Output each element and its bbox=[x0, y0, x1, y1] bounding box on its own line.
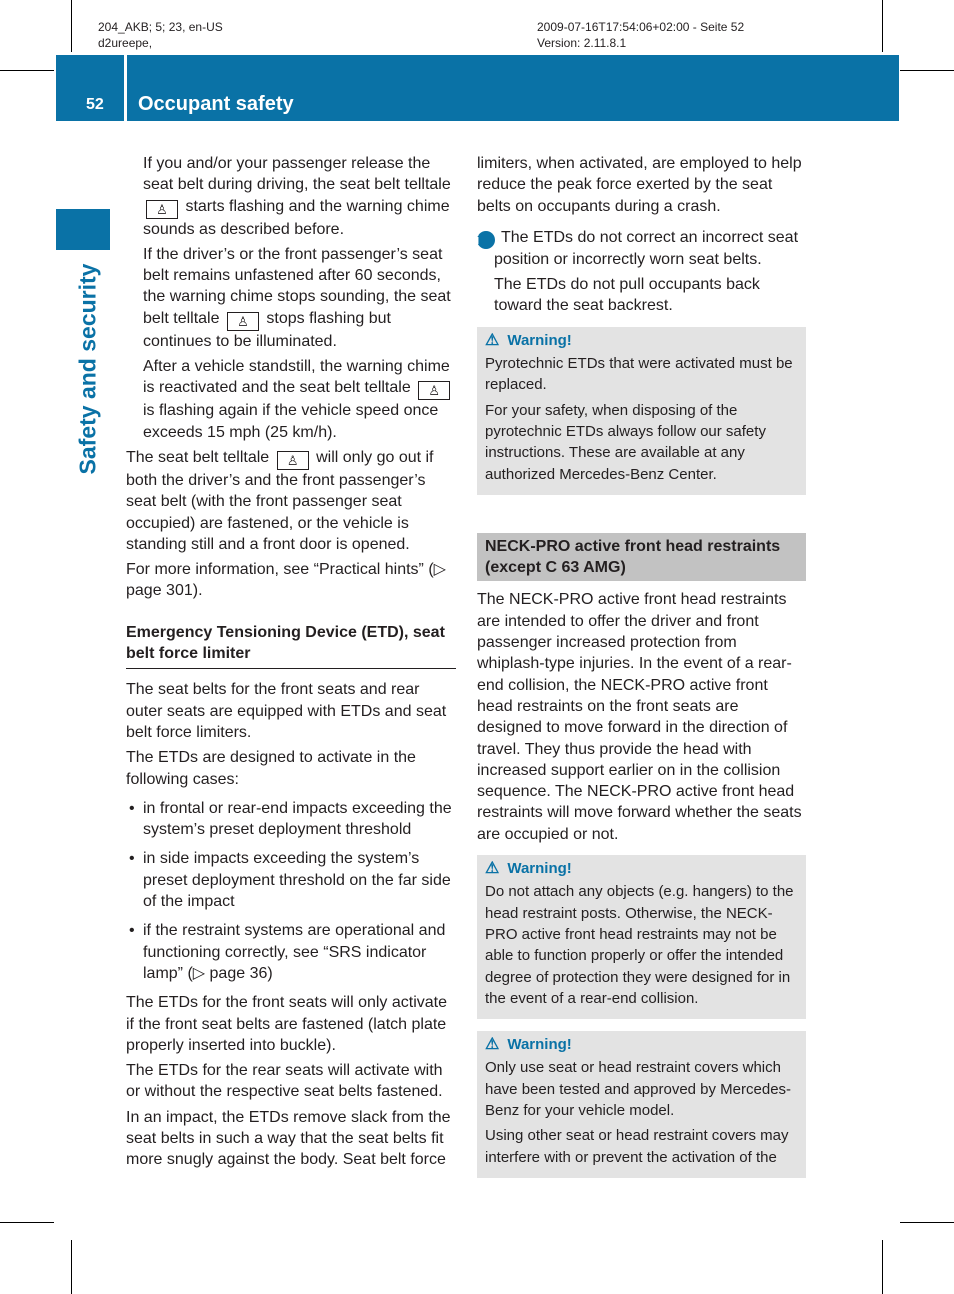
seatbelt-telltale-icon: ♙ bbox=[146, 200, 178, 219]
paragraph: The ETDs are designed to activate in the following cases: bbox=[126, 749, 416, 788]
paragraph: In an impact, the ETDs remove slack from the seat belts in such a way that the seat belts fit more snugly against the body. Seat belt force bbox=[126, 1108, 451, 1169]
side-tab-label: Safety and security bbox=[74, 263, 101, 475]
paragraph bbox=[126, 244, 456, 352]
meta-line: d2ureepe, bbox=[98, 36, 153, 50]
text: The seat belt telltale bbox=[126, 448, 270, 466]
crop-mark bbox=[0, 70, 54, 71]
warning-box bbox=[477, 1031, 806, 1178]
side-tab-marker bbox=[56, 209, 110, 250]
paragraph: For more information, see “Practical hints” (▷ page 301). bbox=[126, 561, 446, 600]
paragraph: The ETDs for the front seats will only activate if the front seat belts are fastened (latch plate properly inserted into buckle). bbox=[126, 994, 448, 1054]
list-item: • in frontal or rear-end impacts exceeding the system’s preset deployment threshold bbox=[126, 798, 456, 841]
text: Warning! bbox=[507, 331, 572, 349]
crop-mark bbox=[900, 1222, 954, 1223]
paragraph: The ETDs for the rear seats will activate with or without the respective seat belts fastened. bbox=[126, 1062, 443, 1101]
crop-mark bbox=[71, 1240, 72, 1294]
left-column bbox=[126, 153, 456, 1175]
text: is flashing again if the vehicle speed once exceeds 15 mph (25 km/h). bbox=[143, 402, 439, 441]
crop-mark bbox=[882, 0, 883, 52]
warning-text: Only use seat or head restraint covers which have been tested and approved by Mercedes-Benz for your vehicle model. bbox=[485, 1059, 792, 1119]
text: will only go out if both the driver’s and the front passenger’s seat belt (with the front passenger seat occupied) are fastened, or the vehicle is standing still and a front door is opened. bbox=[126, 448, 434, 553]
text: Warning! bbox=[507, 1036, 572, 1054]
text: If you and/or your passenger release the seat belt during driving, the seat belt telltale bbox=[143, 155, 451, 194]
seatbelt-telltale-icon: ♙ bbox=[418, 381, 450, 400]
seatbelt-telltale-icon: ♙ bbox=[227, 312, 259, 331]
text: Warning! bbox=[507, 860, 572, 878]
page-number: 52 bbox=[86, 96, 104, 113]
paragraph bbox=[126, 447, 456, 555]
crop-mark bbox=[71, 0, 72, 52]
paragraph: The NECK-PRO active front head restraints are intended to offer the driver and front passenger increased protection from whiplash-type injuries. In the event of a rear-end collision, the NECK-PRO active front head restraints on the front seats are designed to move forward in the direction of travel. They thus provide the head with increased support earlier on in the collision sequence. The NECK-PRO active front head restraints will move forward whether the seats are occupied or not. bbox=[477, 591, 802, 843]
warning-triangle-icon: ⚠ bbox=[485, 331, 500, 349]
list-item: • in side impacts exceeding the system’s preset deployment threshold on the far side of the impact bbox=[126, 848, 456, 912]
paragraph bbox=[126, 153, 456, 240]
warning-title bbox=[485, 1034, 798, 1055]
warning-title bbox=[485, 330, 798, 351]
subheading: Emergency Tensioning Device (ETD), seat belt force limiter bbox=[126, 623, 445, 663]
subheading-rule bbox=[126, 668, 456, 669]
print-meta-left bbox=[98, 19, 223, 51]
crop-mark bbox=[900, 70, 954, 71]
text: After a vehicle standstill, the warning chime is reactivated and the seat belt telltale bbox=[143, 358, 450, 397]
info-icon: i bbox=[477, 231, 495, 249]
right-column bbox=[477, 153, 806, 1190]
page-title: Occupant safety bbox=[138, 93, 294, 115]
side-tab bbox=[68, 258, 108, 480]
print-meta-right bbox=[537, 19, 744, 51]
text: The ETDs do not correct an incorrect seat position or incorrectly worn seat belts. bbox=[494, 228, 799, 268]
section-heading: NECK-PRO active front head restraints (except C 63 AMG) bbox=[477, 533, 806, 582]
info-note: The ETDs do not pull occupants back toward the seat backrest. bbox=[494, 276, 760, 315]
warning-box bbox=[477, 855, 806, 1019]
meta-line: Version: 2.11.8.1 bbox=[537, 36, 627, 50]
warning-text: For your safety, when disposing of the pyrotechnic ETDs always follow our safety instructions. These are available at any authorized Mercedes-Benz Center. bbox=[485, 401, 766, 483]
warning-text: Pyrotechnic ETDs that were activated must be replaced. bbox=[485, 355, 793, 394]
warning-box bbox=[477, 327, 806, 495]
warning-triangle-icon: ⚠ bbox=[485, 1036, 500, 1054]
paragraph: limiters, when activated, are employed to help reduce the peak force exerted by the seat belts on occupants during a crash. bbox=[477, 155, 802, 215]
paragraph: The seat belts for the front seats and rear outer seats are equipped with ETDs and seat belt force limiters. bbox=[126, 681, 447, 741]
warning-text: Using other seat or head restraint covers may interfere with or prevent the activation of the bbox=[485, 1127, 789, 1166]
crop-mark bbox=[0, 1222, 54, 1223]
crop-mark bbox=[882, 1240, 883, 1294]
text: stops flashing but continues to be illuminated. bbox=[143, 309, 391, 350]
meta-line: 2009-07-16T17:54:06+02:00 - Seite 52 bbox=[537, 20, 745, 34]
info-note bbox=[477, 227, 806, 270]
warning-title bbox=[485, 858, 798, 879]
warning-triangle-icon: ⚠ bbox=[485, 860, 500, 878]
list-item: • if the restraint systems are operational and functioning correctly, see “SRS indicator lamp” (▷ page 36) bbox=[126, 920, 456, 984]
paragraph bbox=[126, 356, 456, 443]
warning-text: Do not attach any objects (e.g. hangers) to the head restraint posts. Otherwise, the NECK-PRO active front head restraints may not be able to function properly or offer the intended degree of protection they were designed for in the event of a rear-end collision. bbox=[485, 883, 794, 1007]
text: starts flashing and the warning chime sounds as described before. bbox=[143, 197, 450, 238]
text: If the driver’s or the front passenger’s seat belt remains unfastened after 60 seconds, the warning chime stops sounding, the seat belt telltale bbox=[143, 245, 451, 327]
seatbelt-telltale-icon: ♙ bbox=[277, 451, 309, 470]
meta-line: 204_AKB; 5; 23, en-US bbox=[98, 20, 223, 34]
